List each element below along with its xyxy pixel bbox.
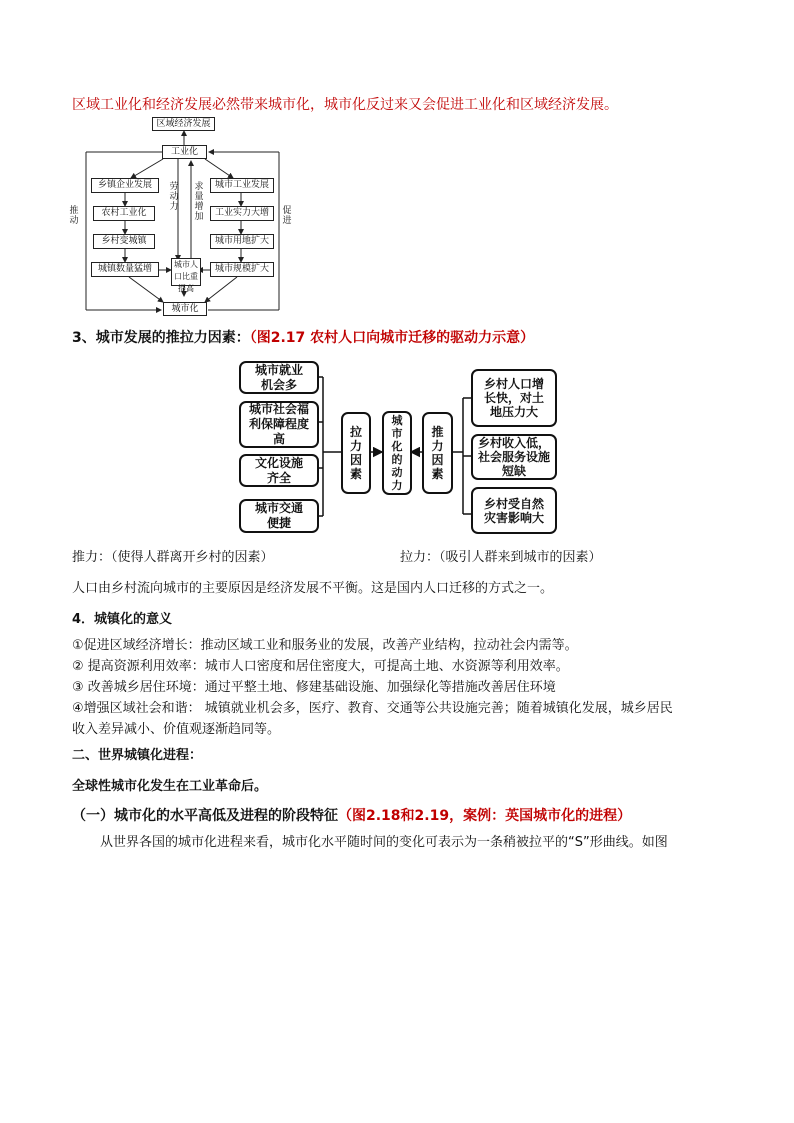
right-item-3: 城市用地扩大: [210, 234, 274, 249]
urban-population-box: 城市人口比重提高: [171, 258, 201, 286]
push-pull-diagram: [237, 360, 559, 535]
industrialization-box: 工业化: [162, 145, 207, 159]
intro-line: 区域工业化和经济发展必然带来城市化，城市化反过来又会促进工业化和区域经济发展。: [72, 97, 618, 113]
push-item-disaster: 乡村受自然灾害影响大: [471, 487, 557, 534]
subsection-ref: （图2.18和2.19，案例：英国城市化的进程）: [338, 808, 632, 824]
urbanization-industrialization-diagram: [69, 114, 292, 314]
left-item-4: 城镇数量猛增: [91, 262, 159, 277]
push-item-population: 乡村人口增长快，对土地压力大: [471, 369, 557, 427]
urbanization-box: 城市化: [163, 302, 207, 316]
push-side-label: 推动: [69, 206, 79, 226]
meaning-item-2: ② 提高资源利用效率：城市人口密度和居住密度大，可提高土地、水资源等利用效率。: [72, 659, 569, 674]
pull-item-culture: 文化设施齐全: [239, 454, 319, 487]
meaning-item-4: ④增强区域社会和谐： 城镇就业机会多，医疗、教育、交通等公共设施完善；随着城镇化发展，城乡居民: [72, 701, 673, 716]
right-item-2: 工业实力大增: [210, 206, 274, 221]
pull-definition: 拉力：（吸引人群来到城市的因素）: [400, 550, 602, 565]
last-paragraph: 从世界各国的城市化进程来看，城市化水平随时间的变化可表示为一条稍被拉平的“S”形曲线。如图: [100, 835, 668, 850]
urbanization-driver-box: 城市化的动力: [382, 411, 412, 495]
demand-increase-label: 求量增加: [194, 182, 204, 222]
section3-heading: [72, 328, 534, 348]
promote-side-label: 促进: [282, 206, 292, 226]
subsection-prefix: （一）城市化的水平高低及进程的阶段特征: [72, 808, 338, 824]
labor-force-label: 劳动力: [169, 182, 179, 212]
pull-item-transport: 城市交通便捷: [239, 499, 319, 533]
global-line: 全球性城市化发生在工业革命后。: [72, 779, 268, 794]
push-item-income: 乡村收入低，社会服务设施短缺: [471, 434, 557, 480]
pull-factor-box: 拉力因素: [341, 412, 371, 494]
meaning-item-3: ③ 改善城乡居住环境：通过平整土地、修建基础设施、加强绿化等措施改善居住环境: [72, 680, 556, 695]
subsection-heading: [72, 806, 631, 826]
reason-line: 人口由乡村流向城市的主要原因是经济发展不平衡。这是国内人口迁移的方式之一。: [72, 581, 554, 596]
section3-caption: （图2.17 农村人口向城市迁移的驱动力示意）: [249, 330, 535, 346]
right-item-4: 城市规模扩大: [210, 262, 274, 277]
section4-title: 4．城镇化的意义: [72, 612, 173, 627]
pull-item-jobs: 城市就业机会多: [239, 361, 319, 394]
left-item-3: 乡村变城镇: [93, 234, 155, 249]
meaning-item-1: ①促进区域经济增长：推动区域工业和服务业的发展，改善产业结构，拉动社会内需等。: [72, 638, 578, 653]
left-item-1: 乡镇企业发展: [91, 178, 159, 193]
regional-economy-box: 区域经济发展: [152, 117, 215, 131]
left-item-2: 农村工业化: [93, 206, 155, 221]
pull-item-welfare: 城市社会福利保障程度高: [239, 401, 319, 448]
world-section-title: 二、世界城镇化进程：: [72, 748, 203, 763]
meaning-item-4-cont: 收入差异减小、价值观逐渐趋同等。: [72, 722, 281, 737]
right-item-1: 城市工业发展: [210, 178, 274, 193]
section3-title: 3、城市发展的推拉力因素：: [72, 330, 250, 346]
push-factor-box: 推力因素: [422, 412, 453, 494]
push-definition: 推力：（使得人群离开乡村的因素）: [72, 550, 274, 565]
